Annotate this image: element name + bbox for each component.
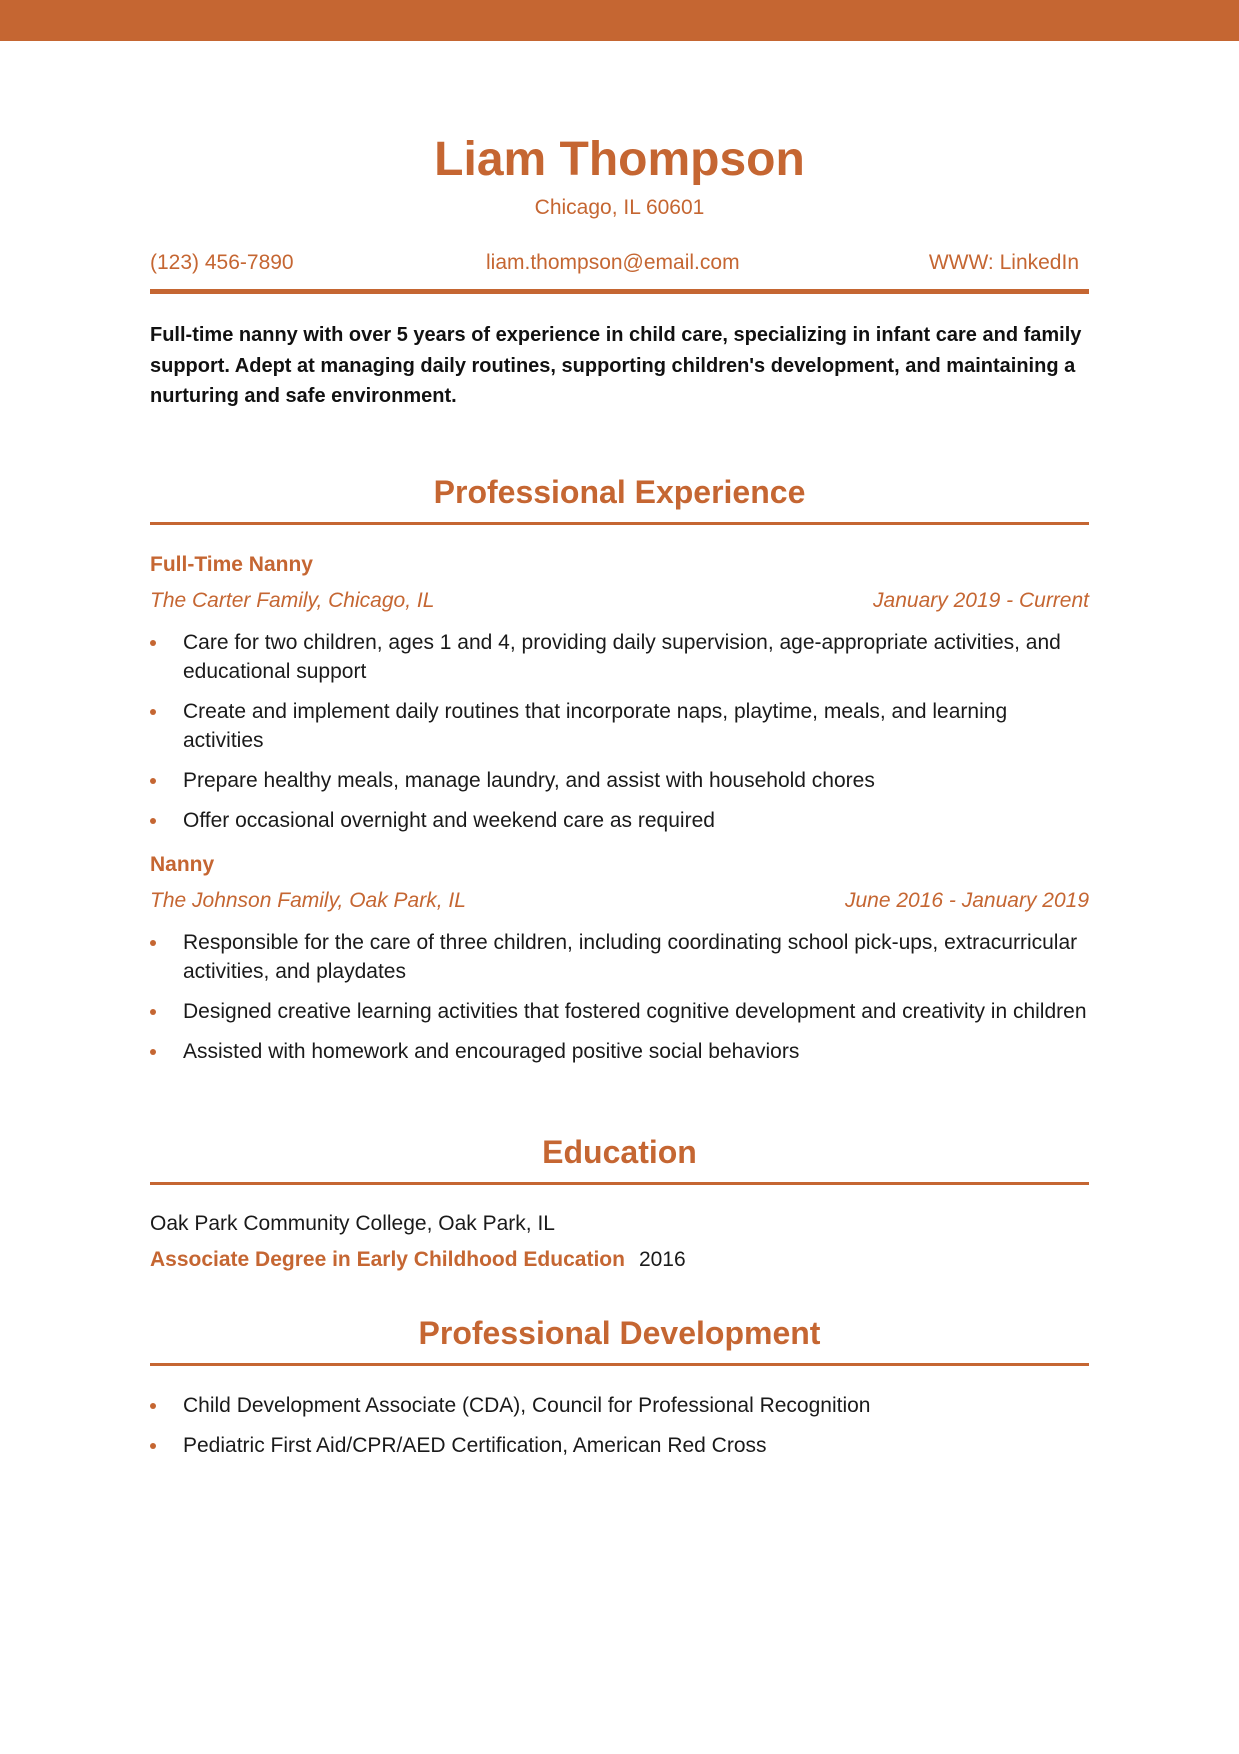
email-link[interactable]: liam.thompson@email.com xyxy=(486,251,740,274)
education-school: Oak Park Community College, Oak Park, IL xyxy=(150,1212,555,1235)
bullet-dot-icon xyxy=(150,640,156,646)
bullet-text: Pediatric First Aid/CPR/AED Certification, American Red Cross xyxy=(183,1434,767,1457)
bullet-text: Designed creative learning activities that fostered cognitive development and creativity in children xyxy=(183,1000,1087,1023)
bullet-dot-icon xyxy=(150,709,156,715)
header-divider xyxy=(150,289,1089,294)
list-item xyxy=(150,697,1089,755)
bullet-text: Offer occasional overnight and weekend care as required xyxy=(183,809,715,832)
section-title-education: Education xyxy=(542,1134,697,1170)
phone-link[interactable]: (123) 456-7890 xyxy=(150,251,294,274)
job-bullet-list xyxy=(150,928,1089,1077)
job-meta xyxy=(150,887,1089,915)
experience-divider xyxy=(150,522,1089,525)
education-degree: Associate Degree in Early Childhood Education xyxy=(150,1248,625,1271)
development-bullet-list xyxy=(150,1391,1089,1471)
list-item xyxy=(150,1037,1089,1066)
summary-paragraph: Full-time nanny with over 5 years of experience in child care, specializing in infant care and family support. Adept at managing daily routines, supporting children's development, and maintaining a nurturing and safe environment. xyxy=(150,324,1082,407)
bullet-dot-icon xyxy=(150,1049,156,1055)
bullet-text: Prepare healthy meals, manage laundry, and assist with household chores xyxy=(183,769,875,792)
bullet-dot-icon xyxy=(150,818,156,824)
top-accent-bar xyxy=(0,0,1239,41)
list-item xyxy=(150,766,1089,795)
bullet-dot-icon xyxy=(150,778,156,784)
list-item xyxy=(150,928,1089,986)
list-item xyxy=(150,628,1089,686)
candidate-location: Chicago, IL 60601 xyxy=(534,196,705,219)
list-item xyxy=(150,1431,1089,1460)
section-title-development: Professional Development xyxy=(418,1315,821,1351)
job-dates: January 2019 - Current xyxy=(873,589,1089,612)
bullet-text: Responsible for the care of three children, including coordinating school pick-ups, extracurricular activities, and playdates xyxy=(183,931,1078,983)
linkedin-link[interactable]: WWW: LinkedIn xyxy=(928,251,1079,274)
job-title: Nanny xyxy=(150,853,215,876)
bullet-dot-icon xyxy=(150,1009,156,1015)
contact-row xyxy=(150,248,1089,278)
education-year: 2016 xyxy=(638,1248,686,1271)
education-degree-line xyxy=(150,1246,686,1274)
bullet-text: Create and implement daily routines that incorporate naps, playtime, meals, and learning activities xyxy=(183,700,1008,752)
job-employer: The Carter Family, Chicago, IL xyxy=(150,589,435,612)
development-divider xyxy=(150,1363,1089,1366)
job-dates: June 2016 - January 2019 xyxy=(844,889,1089,912)
bullet-text: Child Development Associate (CDA), Council for Professional Recognition xyxy=(183,1394,871,1417)
job-bullet-list xyxy=(150,628,1089,846)
list-item xyxy=(150,806,1089,835)
bullet-dot-icon xyxy=(150,1403,156,1409)
bullet-text: Care for two children, ages 1 and 4, providing daily supervision, age-appropriate activities, and educational support xyxy=(183,631,1061,683)
bullet-dot-icon xyxy=(150,940,156,946)
job-employer: The Johnson Family, Oak Park, IL xyxy=(150,889,466,912)
bullet-text: Assisted with homework and encouraged positive social behaviors xyxy=(183,1040,800,1063)
section-title-experience: Professional Experience xyxy=(433,474,806,510)
education-divider xyxy=(150,1182,1089,1185)
list-item xyxy=(150,997,1089,1026)
bullet-dot-icon xyxy=(150,1443,156,1449)
candidate-name: Liam Thompson xyxy=(434,133,805,186)
job-meta xyxy=(150,587,1089,615)
job-title: Full-Time Nanny xyxy=(150,553,313,576)
list-item xyxy=(150,1391,1089,1420)
